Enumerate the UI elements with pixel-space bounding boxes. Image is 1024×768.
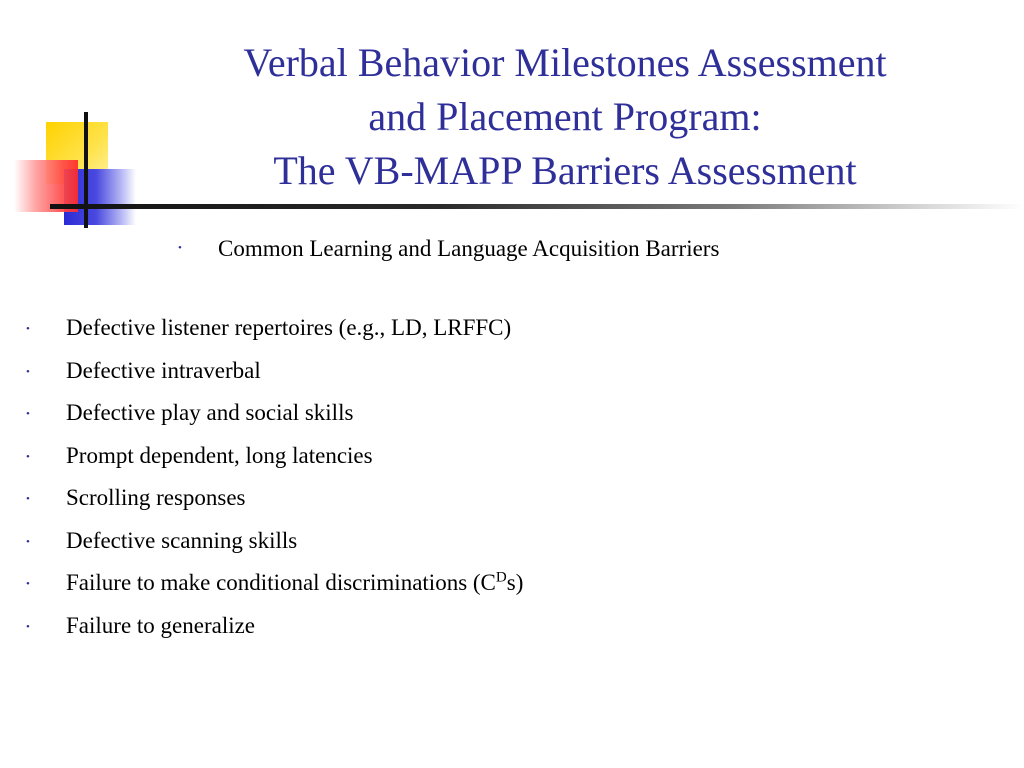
barrier-text: Defective scanning skills [66, 527, 298, 553]
barrier-superscript: D [495, 569, 507, 586]
barrier-text: Defective play and social skills [66, 400, 354, 425]
bullet-icon: • [178, 241, 182, 254]
barrier-list-item [26, 607, 523, 650]
barrier-list-item [26, 437, 523, 480]
subtitle-text: Common Learning and Language Acquisition Barriers [218, 236, 720, 261]
slide-title [150, 36, 980, 198]
title-line-2: and Placement Program: [368, 94, 762, 139]
decorative-vertical-line [84, 112, 88, 228]
title-line-1: Verbal Behavior Milestones Assessment [243, 40, 887, 85]
barrier-list-item [26, 479, 523, 522]
title-line-3: The VB-MAPP Barriers Assessment [273, 148, 857, 193]
bullet-icon: • [26, 578, 30, 590]
barrier-list-item [26, 309, 523, 352]
barrier-text-suffix: s) [506, 570, 524, 595]
bullet-icon: • [26, 493, 30, 505]
bullet-icon: • [26, 408, 30, 420]
barrier-text: Prompt dependent, long latencies [66, 442, 373, 468]
barrier-list-item [26, 394, 523, 437]
barrier-text: Defective listener repertoires (e.g., LD, LRFFC) [66, 315, 512, 340]
bullet-icon: • [26, 450, 30, 463]
barrier-list-item [26, 564, 523, 607]
bullet-icon: • [26, 620, 30, 633]
bullet-icon: • [26, 365, 30, 378]
barrier-list-item [26, 522, 523, 565]
subtitle-bullet-row [178, 236, 719, 262]
barrier-list [26, 309, 523, 649]
barrier-text: Defective intraverbal [66, 357, 261, 383]
barrier-text: Failure to generalize [66, 612, 256, 638]
bullet-icon: • [26, 535, 30, 548]
barrier-text: Scrolling responses [66, 485, 246, 510]
barrier-list-item [26, 352, 523, 395]
bullet-icon: • [26, 323, 30, 335]
title-underline-divider [50, 204, 1024, 209]
barrier-text: Failure to make conditional discriminations (C [66, 570, 496, 595]
